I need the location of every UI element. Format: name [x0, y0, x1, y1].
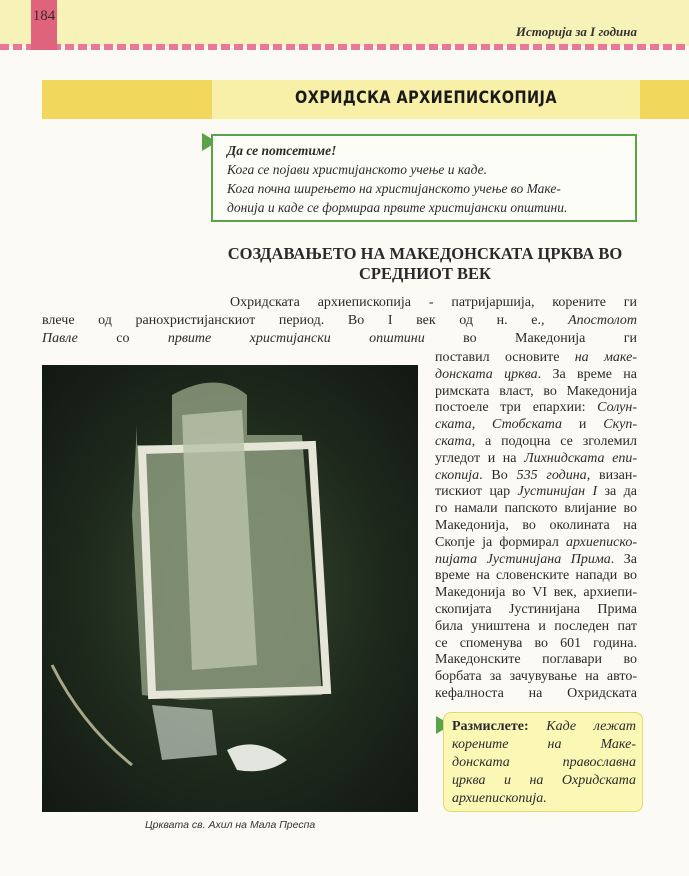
text-segment: го намали папското влијание во — [435, 501, 637, 517]
text-line — [435, 417, 637, 434]
text-segment: и — [562, 417, 604, 433]
text-line — [435, 552, 637, 569]
text-segment: угледот и на — [435, 450, 525, 466]
text-line — [435, 619, 637, 636]
section-heading-line: СРЕДНИОТ ВЕК — [359, 264, 491, 283]
text-segment: Јустинијан I — [517, 484, 598, 500]
page-number: 184 — [31, 0, 57, 50]
text-line — [435, 535, 637, 552]
text-segment: Апостолот — [568, 313, 637, 329]
text-line — [452, 772, 636, 790]
body-paragraph-column — [435, 350, 637, 703]
text-segment: на маке- — [574, 350, 637, 365]
text-segment: корените на Маке- — [452, 737, 636, 752]
text-line — [42, 330, 637, 348]
header-dashed-rule — [0, 44, 689, 50]
running-head: Историја за I година — [515, 24, 637, 39]
text-segment: скопијата Јустинијана Прима — [435, 601, 637, 617]
text-segment: 535 година — [516, 467, 587, 483]
text-segment: за да — [597, 484, 637, 500]
text-segment: , а подоцна се зголемил — [471, 433, 637, 449]
photo-caption: Црквата св. Ахил на Мала Преспа — [145, 819, 316, 831]
text-line — [435, 501, 637, 518]
text-segment: римската власт, во Македонија — [435, 383, 637, 399]
text-line — [435, 350, 637, 367]
text-segment: била уништена и последен пат — [435, 618, 637, 634]
body-paragraph-top — [42, 294, 637, 349]
title-band-right-block — [640, 80, 689, 119]
text-segment: ската, Стобската — [435, 417, 563, 433]
text-line — [435, 468, 637, 485]
reminder-line: донија и каде се формираа првите христијански општини. — [227, 200, 568, 215]
text-line — [435, 636, 637, 653]
text-segment: ската — [435, 433, 472, 449]
text-line — [435, 585, 637, 602]
text-segment: Скопје ја формирал — [435, 534, 566, 550]
text-segment: архиеписко- — [565, 534, 637, 550]
text-line — [42, 312, 637, 330]
text-line — [435, 484, 637, 501]
text-line — [435, 367, 637, 384]
church-aerial-photo — [42, 365, 418, 812]
text-segment: борбата за зачувување на авто- — [435, 669, 637, 685]
text-segment: Македонија, во околината на — [435, 517, 637, 533]
text-segment: архиепископија. — [452, 791, 547, 806]
text-segment: со — [77, 331, 168, 347]
text-segment: Охридската архиепископија - патријаршија, корените ги — [230, 295, 637, 310]
section-heading — [190, 244, 660, 284]
text-segment: донската православна — [452, 755, 636, 770]
text-segment: влече од ранохристијанскиот период. Во I век од н. е., — [42, 313, 569, 329]
text-segment: Лихнидската епи- — [524, 450, 638, 466]
chapter-title: ОХРИДСКА АРХИЕПИСКОПИЈА — [295, 88, 557, 108]
text-line — [452, 736, 636, 754]
text-line — [435, 602, 637, 619]
text-line — [452, 718, 636, 736]
title-band-left-block — [42, 80, 212, 119]
text-line — [435, 568, 637, 585]
section-heading-line: СОЗДАВАЊЕТО НА МАКЕДОНСКАТА ЦРКВА ВО — [227, 244, 623, 263]
reminder-box — [211, 134, 637, 222]
text-segment: поставил основите — [435, 350, 575, 365]
reminder-heading: Да се потсетиме! — [227, 143, 337, 158]
text-segment: постоеле три епархии: — [435, 400, 598, 416]
think-label: Размислете: — [452, 719, 547, 734]
text-line — [452, 790, 636, 808]
text-line — [452, 754, 636, 772]
text-line — [435, 686, 637, 703]
think-box — [443, 712, 643, 812]
text-segment: . За — [610, 551, 637, 567]
text-segment: кефалноста на Охридската — [435, 685, 637, 701]
text-line — [435, 434, 637, 451]
text-segment: донската црква — [435, 366, 538, 382]
text-segment: Македонија во VI век, архиепи- — [435, 585, 637, 601]
reminder-line: Кога се појави христијанското учење и каде. — [227, 162, 487, 177]
reminder-line: Кога почна ширењето на христијанското учење во Маке- — [227, 181, 561, 196]
text-segment: , визан- — [586, 467, 637, 483]
text-segment: скопија — [435, 467, 480, 483]
text-line — [42, 294, 637, 312]
text-line — [435, 400, 637, 417]
text-segment: во Македонија ги — [424, 331, 637, 347]
text-segment: Каде лежат — [546, 719, 636, 734]
text-segment: . За време на — [537, 366, 637, 382]
text-segment: Солун- — [597, 400, 637, 416]
text-line — [435, 384, 637, 401]
text-segment: Скуп- — [603, 417, 637, 433]
text-line — [435, 451, 637, 468]
text-segment: . Во — [479, 467, 517, 483]
text-segment: Павле — [42, 331, 78, 347]
text-segment: Македонските поглавари во — [435, 652, 637, 668]
text-line — [435, 518, 637, 535]
text-segment: црква и на Охридската — [452, 773, 636, 788]
text-segment: време на словенските напади во — [435, 568, 637, 584]
text-line — [435, 652, 637, 669]
text-line — [435, 669, 637, 686]
text-segment: се споменува во 601 година. — [435, 635, 637, 651]
text-segment: тискиот цар — [435, 484, 518, 500]
text-segment: првите христијански општини — [167, 331, 425, 347]
text-segment: пијата Јустинијана Прима — [435, 551, 611, 567]
